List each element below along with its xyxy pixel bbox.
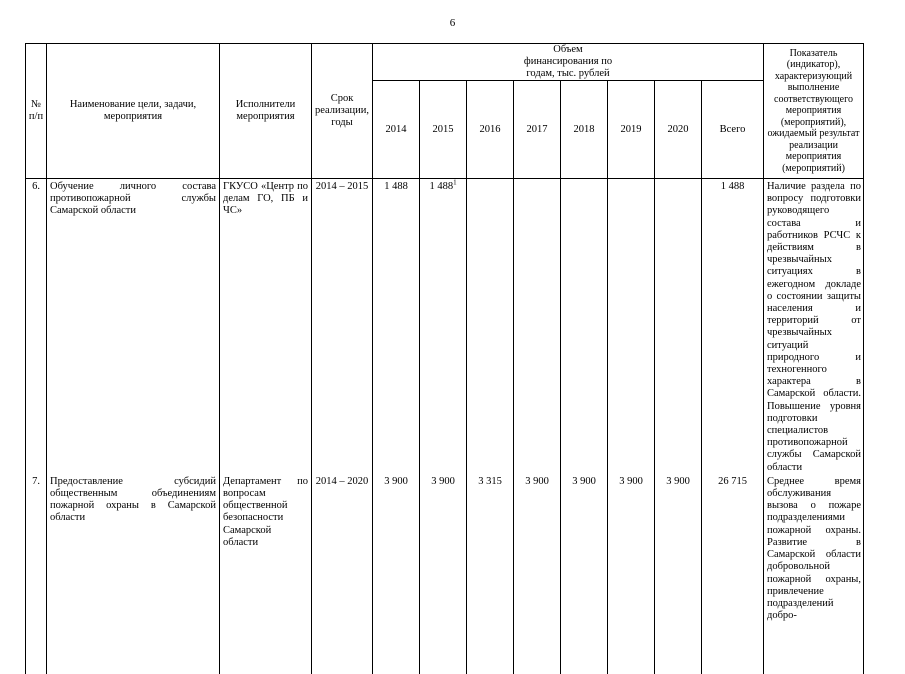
row-value: 3 900: [655, 474, 702, 674]
row-value: [655, 179, 702, 474]
table-row: [26, 179, 864, 474]
header-executors: Исполнители мероприятия: [220, 44, 312, 179]
row-value: 1 488: [429, 181, 454, 192]
row-value: 3 315: [467, 474, 514, 674]
row-value: 3 900: [608, 474, 655, 674]
header-total: Всего: [702, 81, 764, 179]
row-total: 1 488: [702, 179, 764, 474]
header-term: Срок реализации, годы: [312, 44, 373, 179]
row-value-cell: [420, 179, 467, 474]
page-number: 6: [449, 17, 456, 29]
header-year: 2020: [655, 81, 702, 179]
row-executors: Департамент по вопросам общественной безопасности Самарской области: [220, 474, 312, 674]
header-year: 2019: [608, 81, 655, 179]
row-value: [514, 179, 561, 474]
row-value: 1 488: [373, 179, 420, 474]
row-value: 3 900: [514, 474, 561, 674]
row-value: 3 900: [373, 474, 420, 674]
row-value: [608, 179, 655, 474]
row-indicator: Наличие раздела по вопросу подготовки руководящего состава и работников РСЧС к действиям в чрезвычайных ситуациях в ежегодном докладе о состоянии защиты населения и территорий от чрезвычайных ситуаций природного и техногенного характера в Самарской области. Повышение уровня подготовки специалистов противопожарной службы Самарской области: [764, 179, 864, 474]
header-year: 2017: [514, 81, 561, 179]
table-row: [26, 474, 864, 674]
financing-table: [25, 43, 864, 674]
header-financing: Объем финансирования по годам, тыс. рублей: [373, 44, 764, 81]
row-value: 3 900: [420, 474, 467, 674]
row-total: 26 715: [702, 474, 764, 674]
header-name: Наименование цели, задачи, мероприятия: [47, 44, 220, 179]
header-year: 2014: [373, 81, 420, 179]
row-value: [561, 179, 608, 474]
row-name: Обучение личного состава противопожарной службы Самарской области: [47, 179, 220, 474]
row-value: [467, 179, 514, 474]
row-executors: ГКУСО «Центр по делам ГО, ПБ и ЧС»: [220, 179, 312, 474]
header-indicator: Показатель (индикатор), характеризующий выполнение соответствующего мероприятия (мероприятий), ожидаемый результат реализации мероприятия (мероприятий): [764, 44, 864, 179]
header-year: 2018: [561, 81, 608, 179]
row-num: 6.: [26, 179, 47, 474]
footnote-mark: 1: [453, 178, 457, 187]
row-name: Предоставление субсидий общественным объединениям пожарной охраны в Самарской области: [47, 474, 220, 674]
row-num: 7.: [26, 474, 47, 674]
header-num: № п/п: [26, 44, 47, 179]
row-term: 2014 – 2020: [312, 474, 373, 674]
header-year: 2016: [467, 81, 514, 179]
row-term: 2014 – 2015: [312, 179, 373, 474]
header-year: 2015: [420, 81, 467, 179]
row-value: 3 900: [561, 474, 608, 674]
row-indicator: Среднее время обслуживания вызова о пожаре подразделениями пожарной охраны. Развитие в Самарской области добровольной пожарной охраны, привлечение подразделений добро-: [764, 474, 864, 674]
